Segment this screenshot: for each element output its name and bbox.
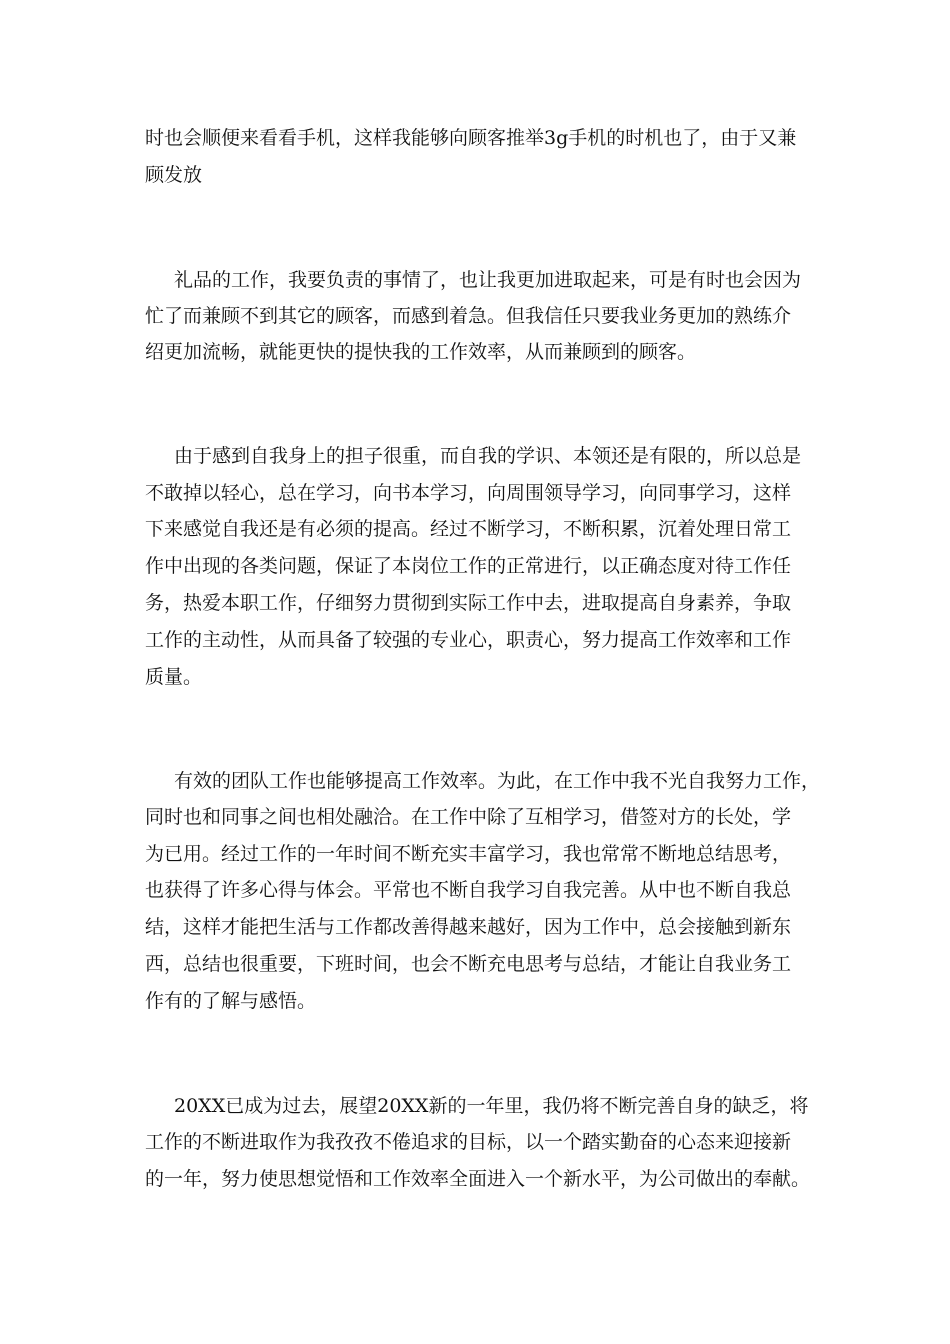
paragraph-line: 下来感觉自我还是有必须的提高。经过不断学习，不断积累，沉着处理日常工 xyxy=(145,518,792,540)
paragraph-line: 质量。 xyxy=(145,666,203,688)
paragraph-line: 时也会顺便来看看手机，这样我能够向顾客推举3g手机的时机也了，由于又兼 xyxy=(145,127,797,149)
paragraph-line: 作中出现的各类问题，保证了本岗位工作的正常进行，以正确态度对待工作任 xyxy=(145,555,792,577)
paragraph-line: 工作的主动性，从而具备了较强的专业心，职责心，努力提高工作效率和工作 xyxy=(145,629,792,651)
paragraph-line: 同时也和同事之间也相处融洽。在工作中除了互相学习，借签对方的长处，学 xyxy=(145,806,792,828)
paragraph-line: 礼品的工作，我要负责的事情了，也让我更加进取起来，可是有时也会因为 xyxy=(174,269,802,291)
paragraph-line: 也获得了许多心得与体会。平常也不断自我学习自我完善。从中也不断自我总 xyxy=(145,879,792,901)
paragraph-line: 有效的团队工作也能够提高工作效率。为此，在工作中我不光自我努力工作， xyxy=(174,770,821,792)
paragraph-line: 不敢掉以轻心，总在学习，向书本学习，向周围领导学习，向同事学习，这样 xyxy=(145,482,792,504)
paragraph-line: 为已用。经过工作的一年时间不断充实丰富学习，我也常常不断地总结思考， xyxy=(145,843,792,865)
paragraph-line: 20XX已成为过去，展望20XX新的一年里，我仍将不断完善自身的缺乏，将 xyxy=(174,1095,809,1117)
paragraph-line: 由于感到自我身上的担子很重，而自我的学识、本领还是有限的，所以总是 xyxy=(174,445,802,467)
paragraph-line: 顾发放 xyxy=(145,164,203,186)
paragraph-line: 绍更加流畅，就能更快的提快我的工作效率，从而兼顾到的顾客。 xyxy=(145,341,697,363)
paragraph-line: 忙了而兼顾不到其它的顾客，而感到着急。但我信任只要我业务更加的熟练介 xyxy=(145,305,792,327)
paragraph-line: 结，这样才能把生活与工作都改善得越来越好，因为工作中，总会接触到新东 xyxy=(145,916,792,938)
paragraph-line: 工作的不断进取作为我孜孜不倦追求的目标，以一个踏实勤奋的心态来迎接新 xyxy=(145,1131,792,1153)
paragraph-line: 务，热爱本职工作，仔细努力贯彻到实际工作中去，进取提高自身素养，争取 xyxy=(145,592,792,614)
paragraph-line: 的一年，努力使思想觉悟和工作效率全面进入一个新水平，为公司做出的奉献。 xyxy=(145,1168,811,1190)
paragraph-line: 西，总结也很重要，下班时间，也会不断充电思考与总结，才能让自我业务工 xyxy=(145,953,792,975)
paragraph-line: 作有的了解与感悟。 xyxy=(145,990,317,1012)
